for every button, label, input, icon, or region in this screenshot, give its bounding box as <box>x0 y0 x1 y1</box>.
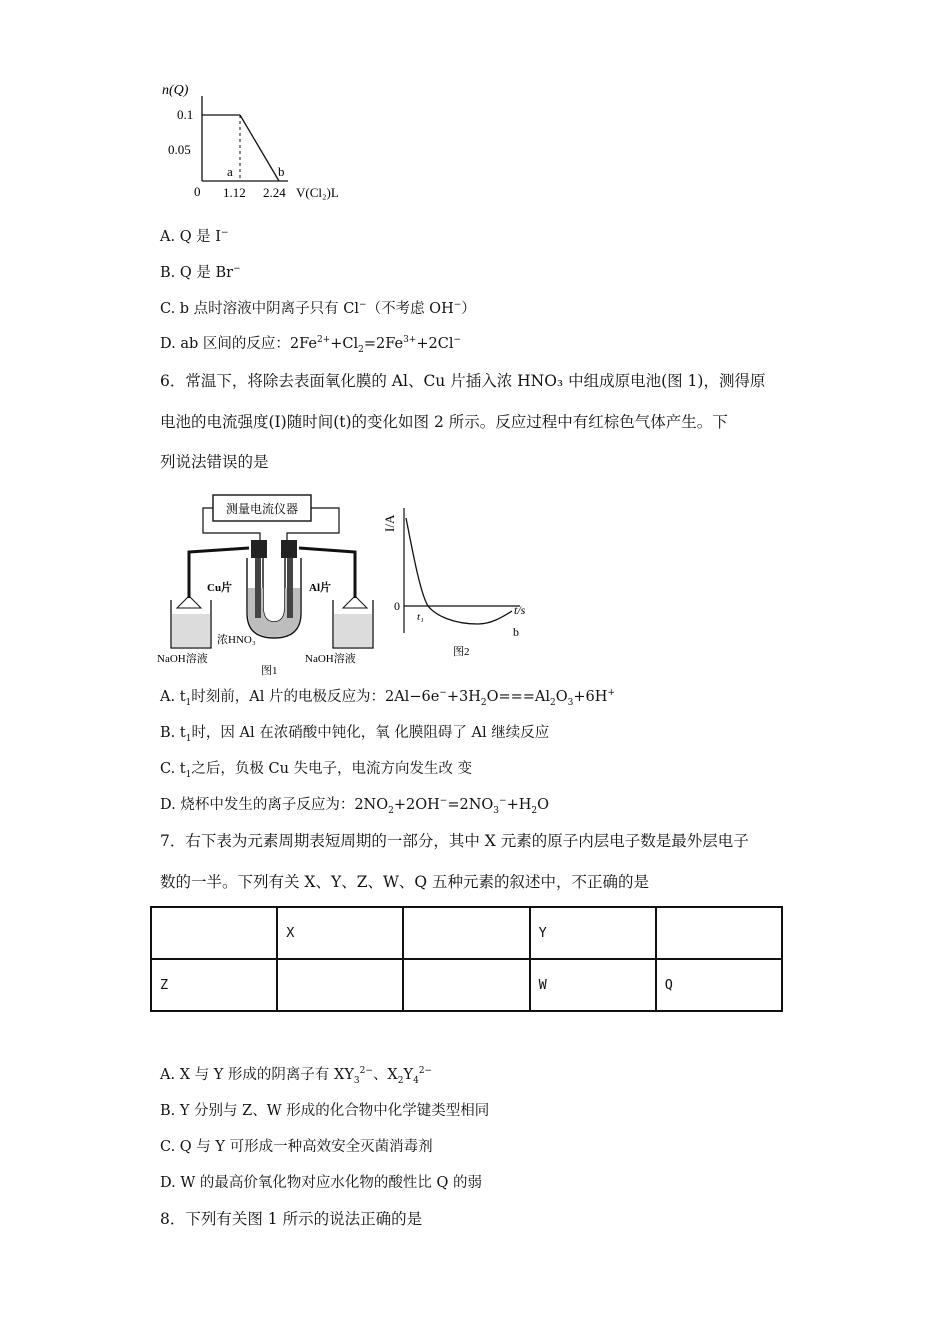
table-row <box>151 907 782 959</box>
graph-nq-vs-vcl2 <box>160 78 370 208</box>
stopper-left <box>251 540 267 558</box>
naoh-left-label: NaOH溶液 <box>157 653 208 665</box>
q5-option-c: C. b 点时溶液中阴离子只有 Cl−（不考虑 OH−） <box>160 300 476 317</box>
q8-stem-line1: 8．下列有关图 1 所示的说法正确的是 <box>160 1210 423 1228</box>
graph1-origin: 0 <box>194 184 201 199</box>
meter-label: 测量电流仪器 <box>225 502 299 516</box>
table-cell <box>403 907 529 959</box>
table-cell: Y <box>530 907 656 959</box>
stopper-right <box>281 540 297 558</box>
fig2-y-label: I/A <box>382 514 397 532</box>
naoh-left-fill <box>172 614 210 647</box>
q6-option-a: A. $t_1$时刻前，Al 片的电极反应为：$2Al-6e^-+3H_2O===Al_2O_3+6H^+$ <box>160 688 615 708</box>
table-cell: Q <box>656 959 782 1011</box>
graph1-y-tick-0-05: 0.05 <box>168 142 191 157</box>
cu-electrode <box>255 558 261 618</box>
q5-option-d: D. ab 区间的反应：$2Fe^{2+}+Cl_2=2Fe^{3+}+2Cl^-$ <box>160 335 462 355</box>
acid-label: 浓HNO₃ <box>217 634 256 646</box>
q7-option-a: A. X 与 Y 形成的阴离子有 $XY_3^{2-}$、$X_2Y_4^{2-}$ <box>160 1066 433 1086</box>
graph1-y-label: n(Q) <box>162 83 189 98</box>
q5-option-a: A. Q 是 I− <box>160 228 229 245</box>
graph1-point-b: b <box>278 164 285 179</box>
table-row <box>151 959 782 1011</box>
q6-option-c: C. $t_1$之后，负极 Cu 失电子，电流方向发生改 变 <box>160 761 473 780</box>
graph1-slope <box>240 115 279 181</box>
u-tube-inner <box>263 558 285 622</box>
figure1-cell-apparatus <box>155 488 385 678</box>
fig2-b: b <box>513 625 519 639</box>
figure1-caption: 图1 <box>261 665 278 677</box>
fig2-t1: t₁ <box>417 611 424 623</box>
table-cell: Z <box>151 959 277 1011</box>
q6-option-b: B. $t_1$时，因 Al 在浓硝酸中钝化，氧 化膜阻碍了 Al 继续反应 <box>160 725 550 744</box>
graph1-x-tick-2-24: 2.24 <box>263 185 286 200</box>
q6-stem-line3: 列说法错误的是 <box>160 453 269 471</box>
graph1-x-tick-1-12: 1.12 <box>223 185 246 200</box>
naoh-right-fill <box>334 614 372 647</box>
table-cell: X <box>277 907 403 959</box>
graph1-point-a: a <box>227 164 233 179</box>
fig2-curve <box>406 518 512 624</box>
cu-label: Cu片 <box>207 582 233 594</box>
fig2-origin: 0 <box>394 599 400 613</box>
figure2-current-graph <box>370 498 540 663</box>
periodic-table-fragment <box>150 906 783 1012</box>
q7-option-b: B. Y 分别与 Z、W 形成的化合物中化学键类型相同 <box>160 1103 490 1119</box>
graph1-x-label: V(Cl₂)L <box>296 185 339 200</box>
table-cell <box>151 907 277 959</box>
q7-option-d: D. W 的最高价氧化物对应水化物的酸性比 Q 的弱 <box>160 1175 482 1191</box>
q6-option-d: D. 烧杯中发生的离子反应为：$2NO_2+2OH^-=2NO_3^-+H_2O$ <box>160 796 549 816</box>
table-cell <box>403 959 529 1011</box>
fig2-x-label: t/s <box>514 603 526 617</box>
q7-option-c: C. Q 与 Y 可形成一种高效安全灭菌消毒剂 <box>160 1139 433 1155</box>
table-cell <box>277 959 403 1011</box>
q6-stem-line2: 电池的电流强度(I)随时间(t)的变化如图 2 所示。反应过程中有红棕色气体产生。下 <box>160 413 728 431</box>
naoh-right-label: NaOH溶液 <box>305 653 356 665</box>
table-cell: W <box>530 959 656 1011</box>
al-electrode <box>287 558 293 618</box>
q7-stem-line1: 7．右下表为元素周期表短周期的一部分，其中 X 元素的原子内层电子数是最外层电子 <box>160 832 749 850</box>
q7-stem-line2: 数的一半。下列有关 X、Y、Z、W、Q 五种元素的叙述中，不正确的是 <box>160 873 650 891</box>
table-cell <box>656 907 782 959</box>
al-label: Al片 <box>309 582 331 594</box>
figure2-caption: 图2 <box>453 646 470 658</box>
q5-option-b: B. Q 是 Br− <box>160 264 241 281</box>
graph1-y-tick-0-1: 0.1 <box>177 107 194 122</box>
q6-stem-line1: 6．常温下，将除去表面氧化膜的 Al、Cu 片插入浓 HNO₃ 中组成原电池(图 1)，测得原 <box>160 372 766 390</box>
